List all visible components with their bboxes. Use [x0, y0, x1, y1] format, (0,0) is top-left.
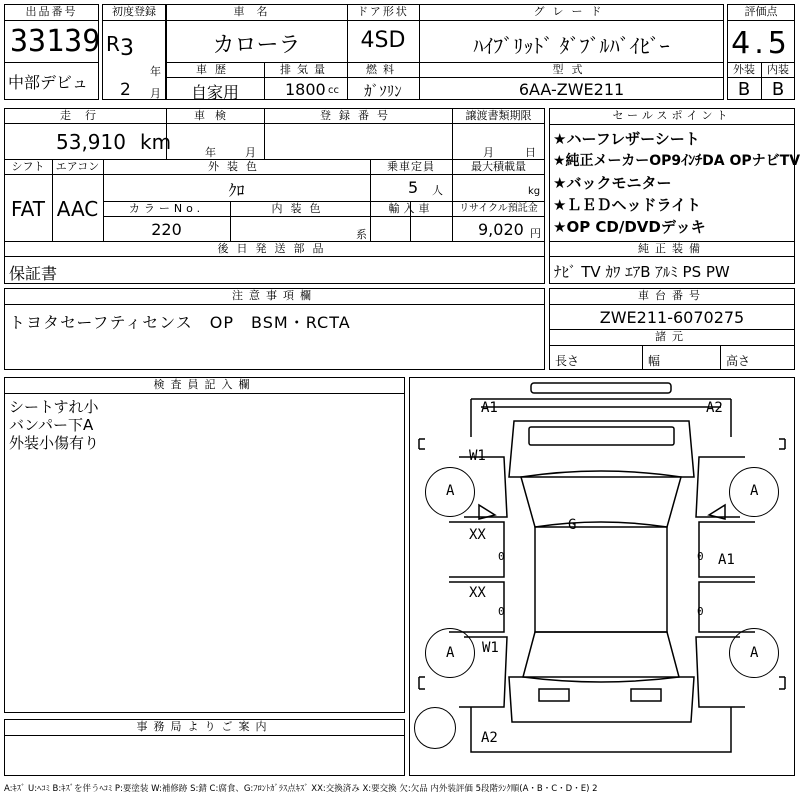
- selling-point-2: ★純正メーカーOP9ｲﾝﾁDA OPナビTV: [553, 153, 800, 169]
- ext-color-label: 外装色: [208, 160, 265, 173]
- chassis-label: 車台番号: [638, 289, 706, 302]
- ext-label: 外装: [733, 63, 755, 76]
- history-label: 車歴: [196, 63, 234, 76]
- later-parts: 保証書: [9, 264, 58, 283]
- color-no-label: カラーNo.: [128, 202, 205, 215]
- color-no: 220: [151, 220, 182, 239]
- inspector-label: 検査員記入欄: [153, 378, 256, 391]
- transfer-label: 譲渡書類期限: [465, 109, 532, 122]
- fuel-label: 燃料: [366, 63, 400, 76]
- max-load-label: 最大積載量: [471, 160, 526, 173]
- notes-text: トヨタセーフティセンス OP BSM・RCTA: [9, 313, 351, 332]
- transfer-day-unit: 日: [525, 146, 536, 159]
- zero-mark-2: 0: [697, 550, 704, 563]
- footer-legend: A:ｷｽﾞ U:ﾍｺﾐ B:ｷｽﾞを伴うﾍｺﾐ P:要塗装 W:補修跡 S:錆 C:腐食、G:ﾌﾛﾝﾄｶﾞﾗｽ点ｷｽﾞ XX:交換済み X:要交換 欠:欠品 内外装評価 5段階ﾗﾝｸ順(A・B・C・D・E) 2: [4, 784, 598, 794]
- mileage-label: 走行: [60, 109, 110, 122]
- max-load-unit: kg: [528, 186, 541, 197]
- score: 4.5: [731, 26, 791, 61]
- selling-point-3: ★バックモニター: [553, 174, 672, 192]
- year-unit: 年: [150, 65, 161, 78]
- car-name-label: 車名: [233, 5, 280, 18]
- history: 自家用: [190, 83, 239, 102]
- selling-points-label: セールスポイント: [612, 109, 732, 122]
- lot-number: 33139: [10, 24, 101, 59]
- recycle-label: リサイクル預託金: [459, 203, 538, 214]
- damage-a2-front: A2: [706, 400, 723, 416]
- spare-wheel: [414, 707, 456, 749]
- capacity: 5: [408, 178, 419, 197]
- int-color-label: 内装色: [271, 202, 329, 215]
- import-label: 輸入車: [388, 202, 434, 215]
- fuel: ｶﾞｿﾘﾝ: [364, 82, 402, 100]
- inspector-line-3: 外装小傷有り: [9, 434, 100, 452]
- later-parts-label: 後日発送部品: [217, 242, 332, 255]
- damage-a2-rear: A2: [481, 730, 498, 746]
- displacement-unit: cc: [328, 85, 339, 96]
- mileage-unit: km: [140, 130, 172, 154]
- recycle-unit: 円: [530, 227, 541, 240]
- damage-a-rear-left: A: [446, 645, 455, 661]
- debut-label: 中部デビュ: [8, 73, 89, 92]
- zero-mark-1: 0: [498, 550, 505, 563]
- equipment: ﾅﾋﾞ TV ｶﾜ ｴｱB ｱﾙﾐ PS PW: [554, 263, 730, 281]
- mileage: 53,910: [56, 130, 126, 154]
- car-name: カローラ: [212, 33, 301, 58]
- inspection-label: 車検: [194, 109, 236, 122]
- zero-mark-4: 0: [697, 605, 704, 618]
- reg-no-label: 登録番号: [320, 109, 396, 122]
- damage-g: G: [568, 517, 577, 533]
- office-label: 事務局よりご案内: [136, 720, 273, 733]
- ac-label: エアコン: [55, 160, 100, 173]
- displacement: 1800: [285, 80, 326, 99]
- height-label: 高さ: [726, 354, 751, 368]
- reg-year: 3: [120, 36, 134, 61]
- displacement-label: 排気量: [280, 63, 331, 76]
- transfer-month-unit: 月: [483, 146, 494, 159]
- insp-year-unit: 年: [205, 146, 216, 159]
- selling-point-4: ★ＬＥＤヘッドライト: [553, 196, 701, 214]
- ac: AAC: [56, 197, 99, 221]
- model: 6AA-ZWE211: [518, 80, 625, 99]
- width-label: 幅: [648, 354, 661, 368]
- first-reg-label: 初度登録: [112, 5, 156, 18]
- shift-label: シフト: [11, 160, 45, 173]
- grade-label: グレード: [533, 5, 610, 18]
- selling-point-1: ★ハーフレザーシート: [553, 130, 700, 148]
- ext-color: ｸﾛ: [228, 181, 245, 200]
- ext-grade: B: [737, 79, 751, 100]
- capacity-unit: 人: [432, 184, 443, 197]
- model-label: 型式: [552, 63, 591, 76]
- insp-month-unit: 月: [245, 146, 256, 159]
- chassis-number: ZWE211-6070275: [599, 308, 745, 327]
- reg-month: 2: [120, 80, 131, 100]
- damage-w1-front: W1: [469, 448, 486, 464]
- damage-a-rear-right: A: [750, 645, 759, 661]
- damage-xx-rear-door: XX: [469, 585, 486, 601]
- equipment-label: 純正装備: [638, 242, 706, 255]
- month-unit: 月: [150, 87, 161, 100]
- damage-xx-front-door: XX: [469, 527, 486, 543]
- door-type: 4SD: [360, 28, 406, 53]
- zero-mark-3: 0: [498, 605, 505, 618]
- lot-label: 出品番号: [25, 5, 78, 18]
- selling-point-5: ★OP CD/DVDデッキ: [553, 218, 706, 236]
- damage-a1-front: A1: [481, 400, 498, 416]
- grade: ﾊｲﾌﾞﾘｯﾄﾞ ﾀﾞﾌﾞﾙﾊﾞｲﾋﾞｰ: [473, 34, 670, 58]
- damage-a1-side: A1: [718, 552, 735, 568]
- door-label: ドア形状: [357, 5, 409, 18]
- int-label: 内装: [767, 63, 789, 76]
- dims-label: 諸元: [655, 330, 689, 343]
- damage-a-front-left: A: [446, 483, 455, 499]
- inspector-line-1: シートすれ小: [9, 398, 99, 416]
- int-color-unit: 系: [356, 228, 367, 241]
- capacity-label: 乗車定員: [387, 160, 435, 173]
- recycle: 9,020: [478, 220, 524, 239]
- shift: FAT: [10, 197, 45, 221]
- damage-w1-rear: W1: [482, 640, 499, 656]
- int-grade: B: [771, 79, 785, 100]
- score-label: 評価点: [744, 5, 778, 18]
- era: R: [106, 32, 120, 56]
- inspector-line-2: バンパー下A: [9, 416, 94, 434]
- length-label: 長さ: [555, 354, 580, 368]
- car-outline-diagram: [409, 377, 795, 776]
- notes-label: 注意事項欄: [232, 289, 317, 302]
- damage-a-front-right: A: [750, 483, 759, 499]
